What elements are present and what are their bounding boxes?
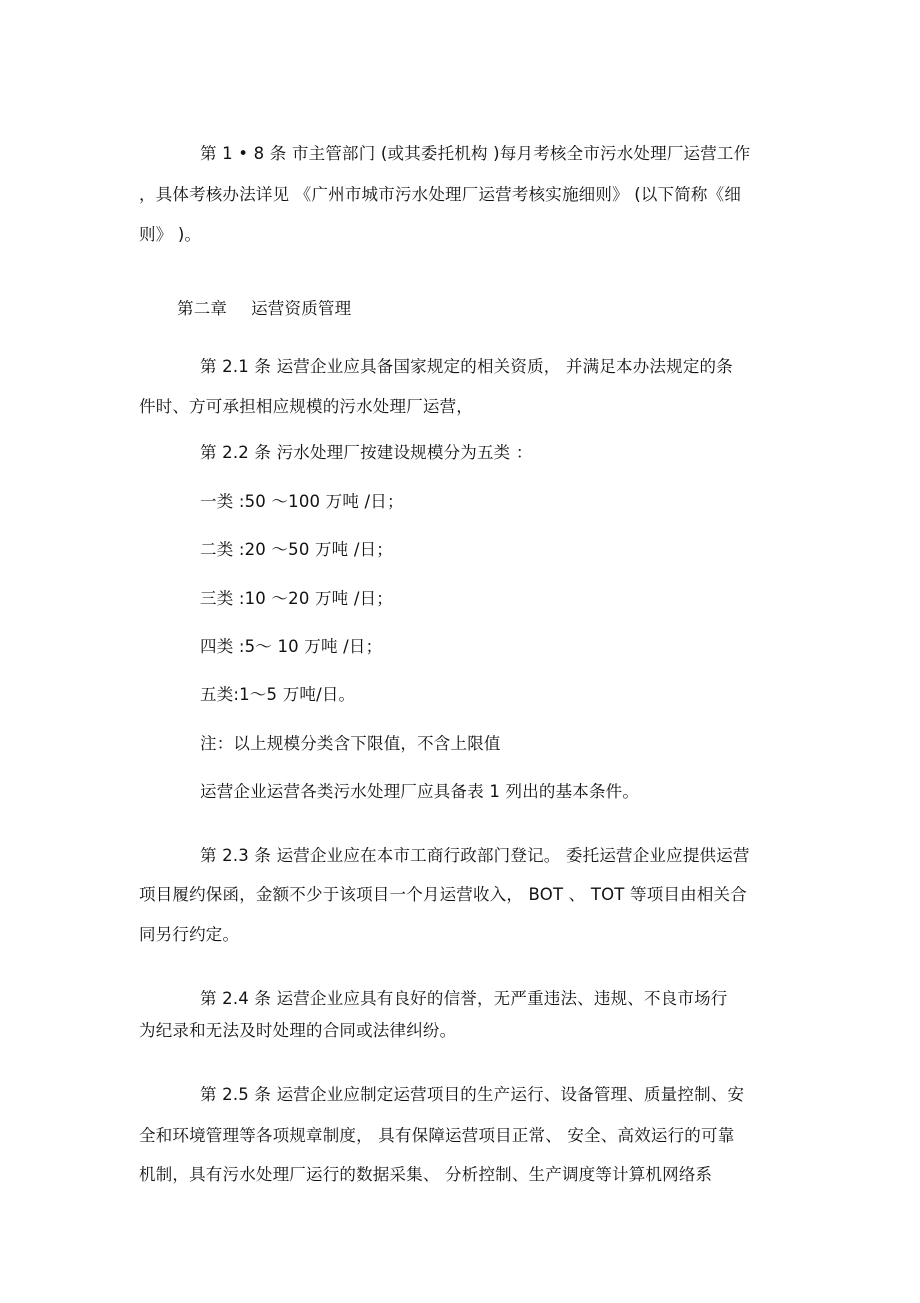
category-item: 二类 :20 ～50 万吨 /日； — [200, 540, 393, 559]
article-2-2-line-1: 第 2.2 条 污水处理厂按建设规模分为五类 ： — [200, 443, 533, 462]
article-2-5-line-3: 机制，具有污水处理厂运行的数据采集、 分析控制、生产调度等计算机网络系 — [139, 1165, 713, 1184]
article-1-8-line-3: 则》 )。 — [139, 225, 202, 244]
category-item: 四类 :5～ 10 万吨 /日； — [200, 637, 383, 656]
category-item: 五类:1～5 万吨/日。 — [200, 685, 356, 704]
article-1-8-line-1: 第 1 • 8 条 市主管部门 (或其委托机构 )每月考核全市污水处理厂运营工作 — [200, 144, 751, 163]
article-2-5-line-2: 全和环境管理等各项规章制度， 具有保障运营项目正常、 安全、高效运行的可靠 — [139, 1126, 735, 1145]
article-2-3-line-2: 项目履约保函，金额不少于该项目一个月运营收入， BOT 、 TOT 等项目由相关合 — [139, 885, 747, 904]
chapter-number: 第二章 — [177, 299, 228, 318]
article-2-3-line-1: 第 2.3 条 运营企业应在本市工商行政部门登记。 委托运营企业应提供运营 — [200, 846, 750, 865]
article-2-1-line-2: 件时、方可承担相应规模的污水处理厂运营， — [139, 397, 473, 416]
chapter-heading — [177, 298, 351, 320]
article-2-4-line-2: 为纪录和无法及时处理的合同或法律纠纷。 — [139, 1021, 457, 1040]
article-1-8-line-2: ，具体考核办法详见 《广州市城市污水处理厂运营考核实施细则》 (以下简称《细 — [139, 185, 742, 204]
note-text: 注：以上规模分类含下限值，不含上限值 — [200, 734, 501, 753]
article-2-5-line-1: 第 2.5 条 运营企业应制定运营项目的生产运行、设备管理、质量控制、安 — [200, 1085, 745, 1104]
article-2-4-line-1: 第 2.4 条 运营企业应具有良好的信誉，无严重违法、违规、不良市场行 — [200, 989, 728, 1008]
category-item: 三类 :10 ～20 万吨 /日； — [200, 589, 393, 608]
chapter-title: 运营资质管理 — [251, 299, 352, 318]
category-item: 一类 :50 ～100 万吨 /日； — [200, 492, 404, 511]
table-reference-text: 运营企业运营各类污水处理厂应具备表 1 列出的基本条件。 — [200, 782, 640, 801]
article-2-1-line-1: 第 2.1 条 运营企业应具备国家规定的相关资质， 并满足本办法规定的条 — [200, 357, 733, 376]
article-2-3-line-3: 同另行约定。 — [139, 925, 240, 944]
